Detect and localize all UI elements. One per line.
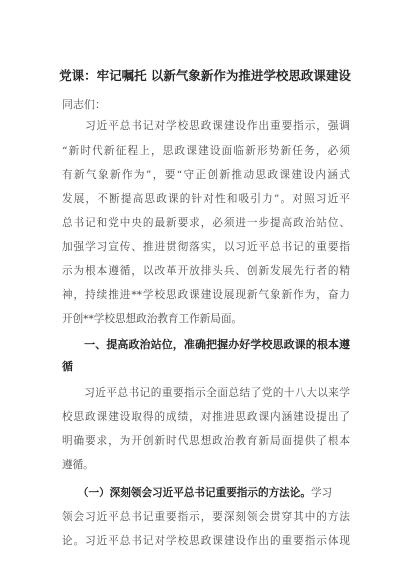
document-title: 党课：牢记嘱托 以新气象新作为推进学校思政课建设 [59,68,351,83]
section-heading: 一、提高政治站位，准确把握办好学校思政课的根本遵 [62,338,350,351]
section-body-line: 习近平总书记的重要指示全面总结了党的十八大以来学 [62,387,350,399]
subsection-heading-tail: 学习 [310,487,333,499]
intro-line: 加强学习宣传、推进贯彻落实，以习近平总书记的重要指 [62,241,350,253]
section-body-line: 明确要求，为开创新时代思想政治教育新局面提供了根本 [62,435,350,447]
intro-line: 总书记和党中央的最新要求，必须进一步提高政治站位、 [62,217,350,229]
greeting: 同志们： [62,98,106,111]
section-body-line: 遵循。 [62,459,94,471]
section-body-line: 校思政课建设取得的成绩，对推进思政课内涵建设提出了 [62,411,350,423]
section-heading: 循 [62,360,73,373]
intro-line: 示为根本遵循，以改革开放排头兵、创新发展先行者的精 [62,265,350,277]
intro-line: 有新气象新作为”，要“守正创新推动思政课建设内涵式 [62,169,350,181]
intro-line: “新时代新征程上，思政课建设面临新形势新任务，必须 [62,145,350,157]
subsection-first-line [62,486,350,500]
intro-line: 发展，不断提高思政课的针对性和吸引力”。对照习近平 [62,193,350,205]
intro-line: 神，持续推进**学校思政课建设展现新气象新作为，奋力 [62,289,350,301]
subsection-body-line: 论。习近平总书记对学校思政课建设作出的重要指示体现 [62,535,350,547]
subsection-heading: （一）深刻领会习近平总书记重要指示的方法论。 [62,487,311,499]
subsection-body-line: 领会习近平总书记重要指示，要深刻领会贯穿其中的方法 [62,511,350,523]
intro-line: 开创**学校思想政治教育工作新局面。 [62,313,243,325]
intro-line: 习近平总书记对学校思政课建设作出重要指示，强调 [62,120,350,132]
